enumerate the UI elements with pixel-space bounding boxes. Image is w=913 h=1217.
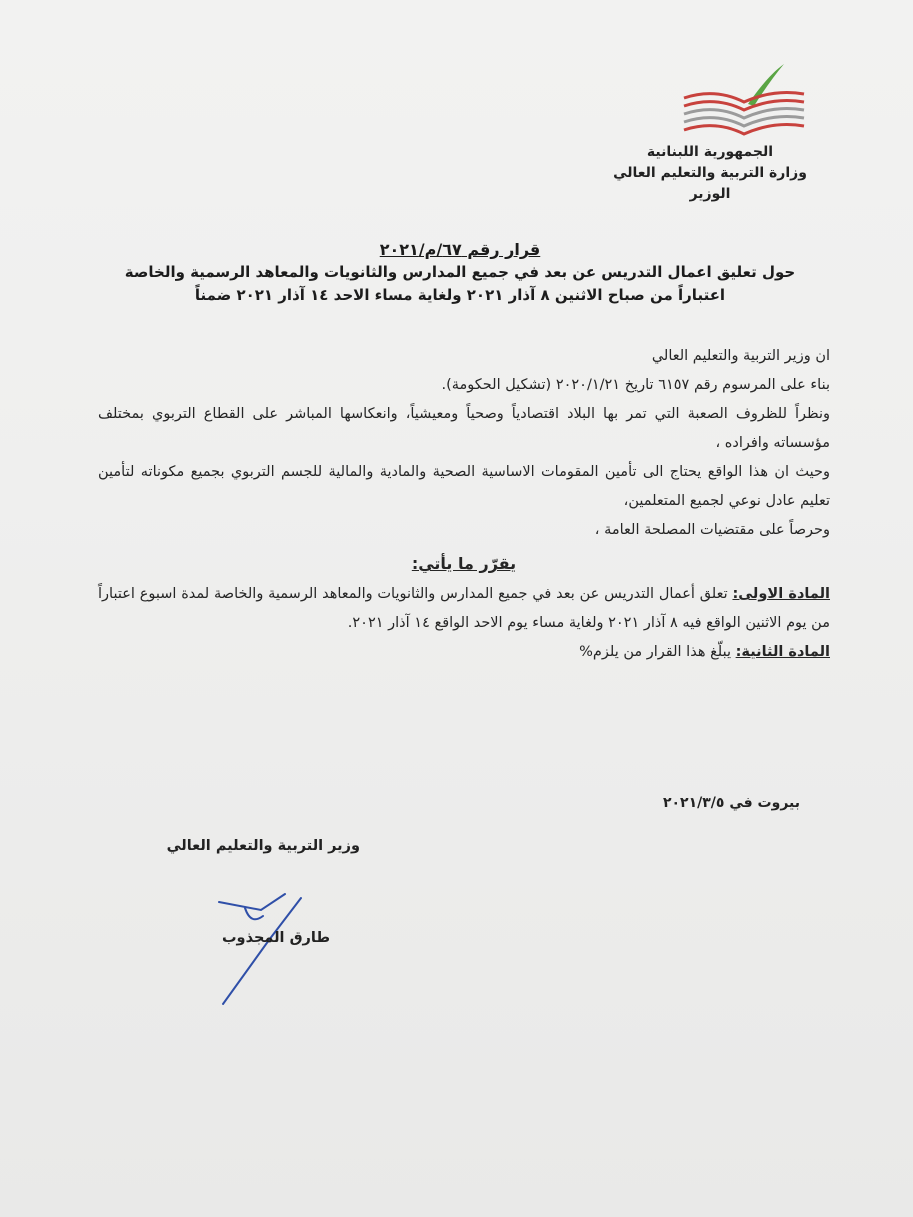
article-1-text: تعلق أعمال التدريس عن بعد في جميع المدارس والثانويات والمعاهد الرسمية والخاصة لمدة اسبوع اعتباراً من يوم الاثنين الواقع فيه ٨ آذار ٢٠٢١ ولغاية مساء يوم الاحد الواقع ١٤ آذار ٢٠٢١.: [98, 586, 830, 631]
issue-date: بيروت في ٢٠٢١/٣/٥: [662, 795, 800, 811]
header-minister: الوزير: [689, 186, 731, 202]
decides-heading: يقرّر ما يأتي:: [411, 554, 517, 573]
article-2: [98, 638, 830, 667]
preamble-decree: بناء على المرسوم رقم ٦١٥٧ تاريخ ٢٠٢٠/١/٢١ (تشكيل الحكومة).: [441, 377, 830, 393]
decision-body: [98, 342, 830, 667]
header-republic: الجمهورية اللبنانية: [646, 144, 774, 160]
preamble-circumstances: ونظراً للظروف الصعبة التي تمر بها البلاد اقتصادياً وصحياً ومعيشياً، وانعكاسها المباشر على القطاع التربوي بمختلف مؤسساته وافراده ،: [98, 406, 830, 451]
article-1: [98, 580, 830, 638]
preamble-needs: وحيث ان هذا الواقع يحتاج الى تأمين المقومات الاساسية الصحية والمادية والمالية للجسم التربوي بجميع مكوناته لتأمين تعليم عادل نوعي لجميع المتعلمين،: [98, 464, 830, 509]
preamble-minister: ان وزير التربية والتعليم العالي: [651, 348, 830, 364]
preamble-public-interest: وحرصاً على مقتضيات المصلحة العامة ،: [594, 522, 830, 538]
ministry-logo-icon: [678, 60, 808, 140]
ministry-header: [600, 142, 820, 205]
article-1-label: المادة الاولى:: [732, 586, 830, 602]
header-ministry: وزارة التربية والتعليم العالي: [613, 165, 807, 181]
article-2-label: المادة الثانية:: [735, 644, 830, 660]
decision-subject-line1: حول تعليق اعمال التدريس عن بعد في جميع المدارس والثانويات والمعاهد الرسمية والخاصة: [124, 263, 796, 281]
signatory-title: وزير التربية والتعليم العالي: [166, 838, 360, 854]
signatory-name: طارق المجذوب: [221, 930, 330, 946]
article-2-text: يبلّغ هذا القرار من يلزم%: [579, 644, 736, 660]
decision-title: [90, 238, 830, 307]
decision-number: قرار رقم ٦٧/م/٢٠٢١: [379, 240, 541, 259]
decision-subject-line2: اعتباراً من صباح الاثنين ٨ آذار ٢٠٢١ ولغاية مساء الاحد ١٤ آذار ٢٠٢١ ضمناً: [194, 286, 726, 304]
